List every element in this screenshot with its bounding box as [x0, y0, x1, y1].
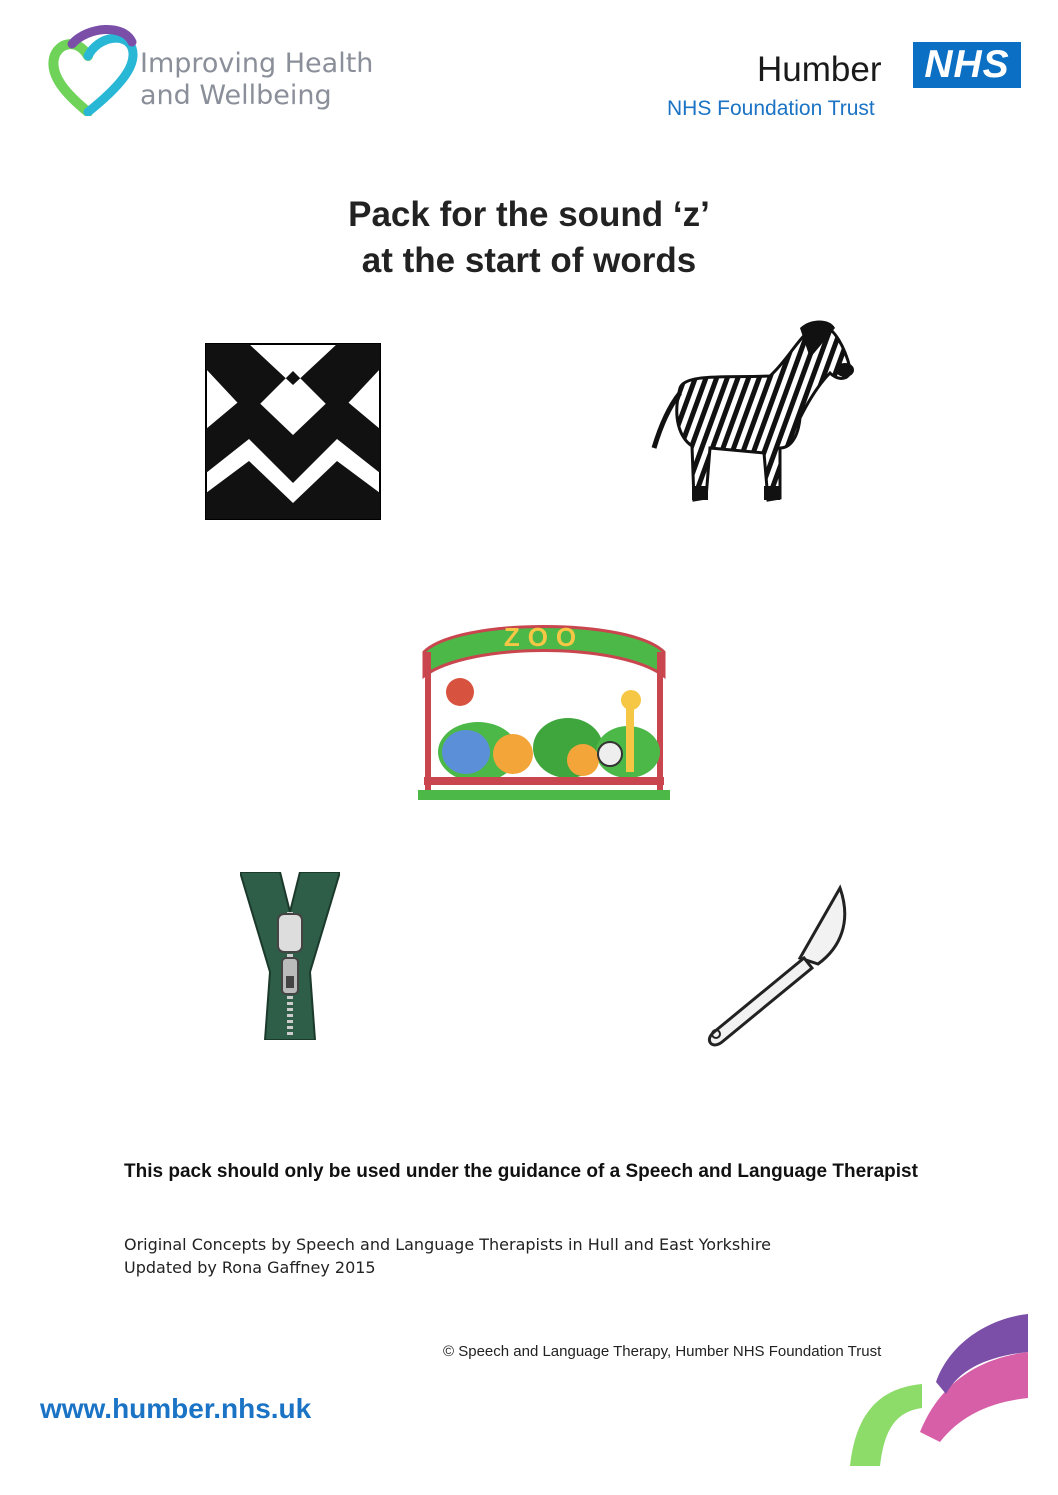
- humber-name: Humber: [757, 50, 882, 89]
- trust-name: NHS Foundation Trust: [667, 97, 875, 120]
- credits: [124, 1233, 771, 1279]
- credit-line-2: Updated by Rona Gaffney 2015: [124, 1258, 376, 1277]
- logo-line-2: and Wellbeing: [140, 80, 332, 111]
- guidance-note: This pack should only be used under the guidance of a Speech and Language Therapist: [124, 1161, 918, 1182]
- zip-icon: [240, 872, 340, 1040]
- nhs-badge: NHS: [913, 42, 1021, 88]
- title-line-1: Pack for the sound ‘z’: [348, 195, 710, 234]
- page-title: [0, 192, 1058, 284]
- logo-text: [140, 48, 373, 112]
- title-line-2: at the start of words: [361, 241, 697, 280]
- logo-line-1: Improving Health: [140, 48, 374, 79]
- zebra-icon: [640, 318, 855, 508]
- website-link[interactable]: www.humber.nhs.uk: [40, 1393, 312, 1424]
- zoo-sign-text: ZOO: [503, 622, 585, 652]
- heart-logo-icon: [48, 24, 138, 116]
- zoo-icon: [418, 612, 670, 802]
- knife-icon: [700, 882, 852, 1050]
- zigzag-icon: [205, 343, 381, 520]
- swoosh-logo-icon: [850, 1312, 1030, 1470]
- copyright: © Speech and Language Therapy, Humber NHS Foundation Trust: [443, 1343, 882, 1360]
- credit-line-1: Original Concepts by Speech and Language Therapists in Hull and East Yorkshire: [124, 1235, 771, 1254]
